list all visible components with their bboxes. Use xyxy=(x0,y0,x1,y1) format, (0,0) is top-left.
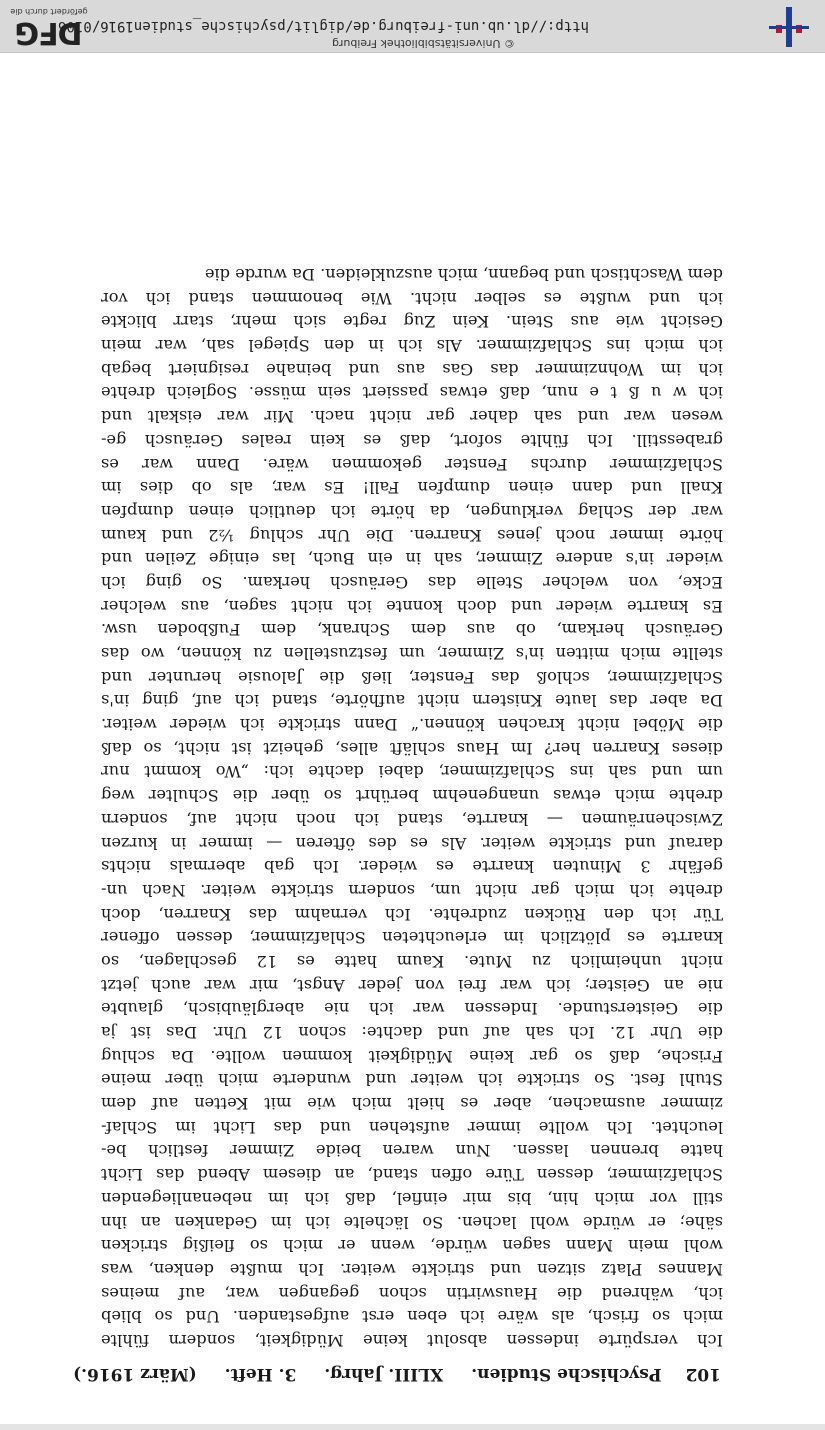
text-line: ich im Wohnzimmer das Gas aus und beinahe resigniert begab xyxy=(101,359,723,379)
text-line: die Möbel nicht krachen können.“ Dann strickte ich wieder weiter. xyxy=(101,715,723,735)
text-line: nicht unheimlich zu Mute. Kaum hatte es 12 geschlagen, so xyxy=(101,952,723,971)
page-number: 102 xyxy=(685,1364,721,1384)
page-header xyxy=(73,1364,721,1384)
text-line: Ich verspürte indessen absolut keine Müdigkeit, sondern fühlte xyxy=(101,1331,723,1350)
text-line: dieses Knarren her? Im Haus schläft alles, geheizt ist nicht, so daß xyxy=(101,738,723,758)
library-logo-icon xyxy=(767,5,811,49)
text-line: Stuhl fest. So strickte ich weiter und wunderte mich über meine xyxy=(101,1070,723,1090)
footer-copyright: © Universitätsbibliothek Freiburg xyxy=(332,37,515,50)
text-line: Mannes Platz sitzen und strickte weiter. Ich mußte denken, was xyxy=(101,1259,723,1279)
dfg-logo-letters: DFG xyxy=(15,15,83,50)
text-line: leuchtet. Ich wollte immer aufstehen und das Licht im Schlaf- xyxy=(101,1117,723,1137)
text-line: Tür ich den Rücken zudrehte. Ich vernahm das Knarren, doch xyxy=(101,904,723,924)
text-line: sähe; er würde wohl lachen. So lächelte ich im Gedanken an ihn xyxy=(101,1212,723,1232)
text-line: gefähr 3 Minuten knarrte es wieder. Ich gab abermals nichts xyxy=(101,857,723,877)
text-line: Es knarrte wieder und doch konnte ich nicht sagen, aus welcher xyxy=(101,596,723,616)
dfg-logo xyxy=(4,6,94,48)
text-line: hatte brennen lassen. Nun waren beide Zimmer festlich be- xyxy=(101,1141,723,1161)
digitization-footer xyxy=(0,0,825,53)
text-line: wieder in's andere Zimmer, sah in ein Buch, las einige Zeilen und xyxy=(101,549,723,569)
text-line: die Geisterstunde. Indessen war ich nie abergläubisch, glaubte xyxy=(101,999,723,1019)
issue-label: 3. Heft. xyxy=(224,1364,297,1384)
text-line: Gesicht wie aus Stein. Kein Zug regte sich mehr, starr blickte xyxy=(101,312,723,332)
text-line: grabesstill. Ich fühlte sofort, daß es kein reales Geräusch ge- xyxy=(101,430,723,450)
text-line: nie an Geister; ich war frei von jeder Angst, mir war auch jetzt xyxy=(101,975,723,995)
text-line: hörte immer noch jenes Knarren. Die Uhr schlug ½2 und kaum xyxy=(101,525,723,545)
text-line: drehte mich etwas unangenehm berührt so über die Schulter weg xyxy=(101,786,723,806)
issue-date: (März 1916.) xyxy=(73,1364,197,1384)
text-line: ich mich ins Schlafzimmer. Als ich in den Spiegel sah, war mein xyxy=(101,336,723,356)
text-line: war der Schlag verklungen, da hörte ich deutlich einen dumpfen xyxy=(101,501,723,521)
dfg-logo-caption: gefördert durch die xyxy=(10,7,88,16)
text-line: Ecke, von welcher Stelle das Geräusch herkam. So ging ich xyxy=(101,573,723,592)
text-line: wesen war und sah daher gar nicht nach. Mir war eiskalt und xyxy=(101,407,723,427)
text-line: Zwischenräumen — knarrte, stand ich noch nicht auf, sondern xyxy=(101,809,723,829)
text-line: Knall und dann einen dumpfen Fall! Es war, als ob dies im xyxy=(101,478,723,498)
body-text xyxy=(101,262,723,1352)
text-line: ich, während die Hauswirtin schon gegangen war, auf meines xyxy=(101,1283,723,1303)
text-line: ich und wußte es selber nicht. Wie benommen stand ich vor xyxy=(101,288,723,308)
volume-label: XLIII. Jahrg. xyxy=(324,1364,444,1384)
text-line: mich so frisch, als wäre ich eben erst aufgestanden. Und so blieb xyxy=(101,1307,723,1327)
text-line: zimmer ausmachen, aber es hielt mich wie mit Ketten auf dem xyxy=(101,1094,723,1114)
text-line: die Uhr 12. Ich sah auf und dachte: schon 12 Uhr. Das ist ja xyxy=(101,1023,723,1043)
text-line: still vor mich hin, bis mir einfiel, daß ich im nebenanliegenden xyxy=(101,1188,723,1208)
text-line: Geräusch herkam, ob aus dem Schrank, dem Fußboden usw. xyxy=(101,620,723,640)
footer-url-link[interactable]: http://dl.ub.uni-freiburg.de/diglit/psychische_studien1916/0106 xyxy=(57,18,589,34)
text-line: stellte mich mitten in's Zimmer, um festzustellen zu können, wo das xyxy=(101,644,723,664)
text-line: drehte ich mich gar nicht um, sondern strickte weiter. Nach un- xyxy=(101,880,723,900)
text-line: darauf und strickte weiter. Als es des öfteren — immer in kurzen xyxy=(101,833,723,853)
text-line: Schlafzimmer durchs Fenster gekommen wäre. Dann war es xyxy=(101,454,723,474)
text-line: Frische, daß so gar keine Müdigkeit kommen wollte. Da schlug xyxy=(101,1046,723,1066)
text-line: wohl mein Mann sagen würde, wenn er mich so fleißig stricken xyxy=(101,1236,723,1256)
text-line: knarrte es plötzlich im erleuchteten Schlafzimmer, dessen offener xyxy=(101,928,723,948)
text-line: dem Waschtisch und begann, mich auszukleiden. Da wurde die xyxy=(204,265,723,285)
text-line: um und sah ins Schlafzimmer, dabei dachte ich: „Wo kommt nur xyxy=(101,762,723,782)
text-line: Schlafzimmer, dessen Türe offen stand, an diesem Abend das Licht xyxy=(101,1165,723,1185)
text-line: ich w u ß t e nun, daß etwas passiert sein müsse. Sogleich drehte xyxy=(101,383,723,403)
journal-title: Psychische Studien. xyxy=(471,1364,662,1384)
scan-top-margin xyxy=(0,1424,825,1430)
text-line: Schlafzimmer, schloß das Fenster, ließ die Jalousie herunter und xyxy=(101,667,723,687)
text-line: Da aber das laute Knistern nicht aufhörte, stand ich auf, ging in's xyxy=(101,691,723,711)
